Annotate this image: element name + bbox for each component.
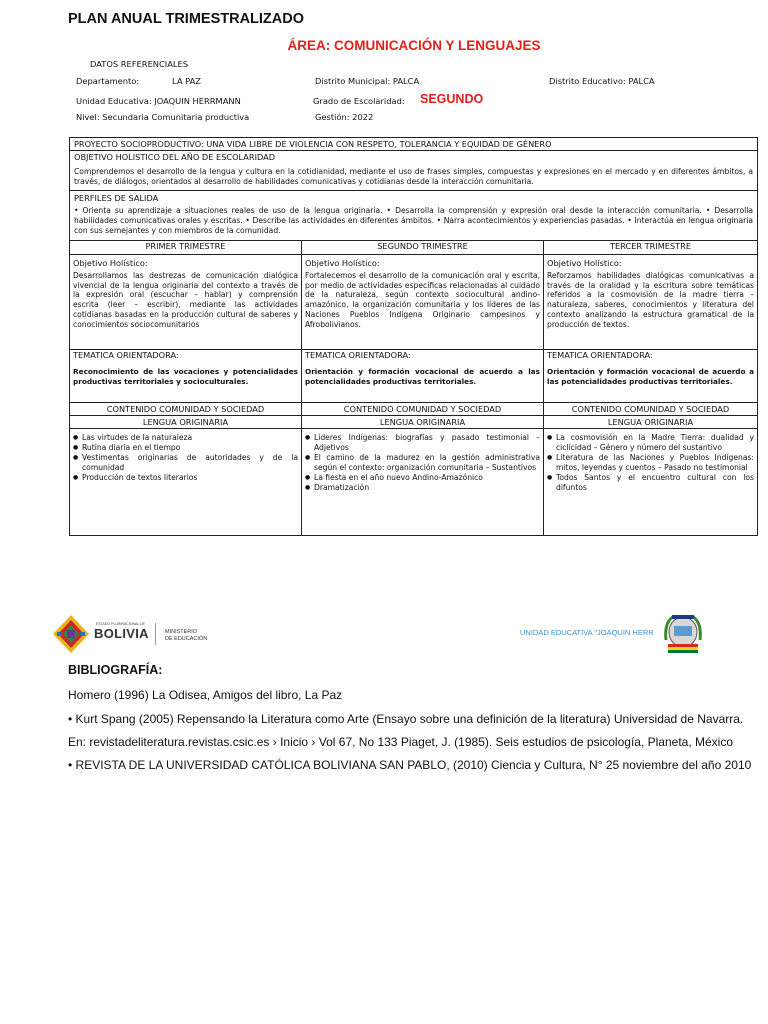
bolivia-emblem-icon [52, 614, 90, 654]
objetivo-label-2: Objetivo Holístico: [305, 258, 380, 268]
departamento-value: LA PAZ [172, 76, 201, 86]
logo-divider [155, 623, 156, 645]
objetivos-row [70, 255, 757, 350]
unidad-educativa-label: UNIDAD EDUCATIVA "JOAQUIN HERR [520, 628, 654, 637]
tematica-label-3: TEMATICA ORIENTADORA: [547, 350, 653, 360]
objetivo-label-3: Objetivo Holístico: [547, 258, 622, 268]
objetivo-text-1: Desarrollamos las destrezas de comunicación dialógica vivencial de la lengua originaria del contexto a través de la expresión oral (escuchar – hablar) y comprensión escrita (leer – escribir), mediante las actividades cotidianas basadas en la producción cultural de saberes y conocimientos sociocomunitarios [73, 270, 298, 329]
objetivo-label-1: Objetivo Holístico: [73, 258, 148, 268]
list-item: ● Rutina diaria en el tiempo [73, 443, 298, 453]
objetivo-cell-2 [301, 255, 543, 349]
gestion: Gestión: 2022 [315, 112, 374, 122]
contenido-list-1 [70, 433, 301, 483]
contenido-header-1: CONTENIDO COMUNIDAD Y SOCIEDAD [106, 404, 265, 414]
objetivo-text: Comprendemos el desarrollo de la lengua y cultura en la cotidianidad, mediante el uso de frases simples, compuestas y expresiones en el mercado y en diferentes ámbitos, a través, de diálogos, orientados al desarrollo de habilidades comunicativas y cotidianas desde la interacción comunitaria. [70, 167, 757, 191]
list-item: ● Dramatización [305, 483, 540, 493]
departamento-label: Departamento: [76, 76, 140, 86]
datos-label: DATOS REFERENCIALES [90, 59, 189, 69]
bibliografia-line-2: • Kurt Spang (2005) Repensando la Literatura como Arte (Ensayo sobre una definición de la literatura) Universidad de Navarra. [68, 712, 744, 726]
grado-label: Grado de Escolaridad: [313, 96, 405, 106]
bibliografia-line-4: • REVISTA DE LA UNIVERSIDAD CATÓLICA BOLIVIANA SAN PABLO, (2010) Ciencia y Cultura, N° 25 noviembre del año 2010 [68, 758, 752, 772]
list-item: ● Las virtudes de la naturaleza [73, 433, 298, 443]
bibliografia-line-1: Homero (1996) La Odisea, Amigos del libro, La Paz [68, 688, 343, 702]
list-item: ● Líderes Indígenas: biografías y pasado testimonial – Adjetivos [305, 433, 540, 453]
distrito-educativo: Distrito Educativo: PALCA [549, 76, 655, 86]
tematica-label-1: TEMATICA ORIENTADORA: [73, 350, 179, 360]
contenido-cell-3 [543, 429, 757, 535]
objetivo-text-2: Fortalecemos el desarrollo de la comunicación oral y escrita, por medio de actividades específicas relacionadas al cuidado de la naturaleza, según contexto sociocultural andino-amazónico, la organización comunitaria y los líderes de las Naciones Pueblos Indígena Originario campesinos y Afrobolivianos. [305, 270, 540, 329]
lengua-header-2: LENGUA ORIGINARIA [301, 416, 543, 428]
ministerio-line-2: DE EDUCACIÓN [165, 635, 208, 642]
tematica-label-2: TEMATICA ORIENTADORA: [305, 350, 411, 360]
grado-value: SEGUNDO [420, 92, 484, 106]
tematica-text-1: Reconocimiento de las vocaciones y potencialidades productivas territoriales y socioculturales. [73, 366, 298, 386]
list-item: ● La cosmovisión en la Madre Tierra: dualidad y ciclicidad – Género y número del sustantivo [547, 433, 754, 453]
perfiles-text: • Orienta su aprendizaje a situaciones reales de uso de la lengua originaria. • Desarrolla la comprensión y expresión oral desde la interacción comunitaria. • Desarrolla habilidades comunicativas orales y escritas. • Describe las actividades en diferentes ámbitos. • Narra acontecimientos y experiencias pasadas. • Interactúa en lengua originaria con sus semejantes y con miembros de la comunidad. [70, 206, 757, 241]
objetivo-cell-1 [70, 255, 301, 349]
contenido-list-3 [544, 433, 757, 493]
tematica-cell-3 [543, 350, 757, 402]
lengua-header-1: LENGUA ORIGINARIA [142, 417, 229, 427]
area-heading: ÁREA: COMUNICACIÓN Y LENGUAJES [287, 38, 541, 53]
contenido-header-3: CONTENIDO COMUNIDAD Y SOCIEDAD [543, 403, 757, 415]
contenido-list-2 [302, 433, 543, 493]
tematica-cell-1 [70, 350, 301, 402]
document-title: PLAN ANUAL TRIMESTRALIZADO [68, 11, 305, 27]
estado-label: ESTADO PLURINACIONAL DE [96, 622, 146, 626]
tematica-cell-2 [301, 350, 543, 402]
contenido-row [70, 429, 757, 535]
list-item: ● Literatura de las Naciones y Pueblos Indígenas: mitos, leyendas y cuentos – Pasado no testimonial [547, 453, 754, 473]
school-crest-icon [662, 612, 704, 658]
nivel: Nivel: Secundaria Comunitaria productiva [76, 112, 250, 122]
list-item: ● El camino de la madurez en la gestión administrativa según el contexto: organización comunitaria – Sustantivos [305, 453, 540, 473]
list-item: ● Todos Santos y el encuentro cultural con los difuntos [547, 473, 754, 493]
objetivo-text-3: Reforzamos habilidades dialógicas comunicativas a través de la oralidad y la escritura sobre temáticas referidos a la cosmovisión de la madre tierra – naturaleza, saberes, conocimientos y literatura del contexto analizando la estructura gramatical de la producción de textos. [547, 270, 754, 329]
list-item: ● Producción de textos literarios [73, 473, 298, 483]
bolivia-wordmark: BOLIVIA [94, 626, 149, 641]
objetivo-cell-3 [543, 255, 757, 349]
lengua-header-row [70, 416, 757, 429]
tematica-text-3: Orientación y formación vocacional de acuerdo a las potencialidades productivas territoriales. [547, 366, 754, 386]
bibliografia-line-3: En: revistadeliteratura.revistas.csic.es › Inicio › Vol 67, No 133 Piaget, J. (1985). Seis estudios de psicología, Planeta, México [68, 735, 733, 749]
trimestre-header-row [70, 241, 757, 255]
trimestre-1-header: PRIMER TRIMESTRE [145, 241, 226, 251]
contenido-cell-1 [70, 429, 301, 535]
contenido-cell-2 [301, 429, 543, 535]
ministerio-label [165, 629, 207, 642]
proyecto-row: PROYECTO SOCIOPRODUCTIVO: UNA VIDA LIBRE DE VIOLENCIA CON RESPETO, TOLERANCIA Y EQUIDAD DE GÉNERO [70, 138, 757, 151]
tematica-text-2: Orientación y formación vocacional de acuerdo a las potencialidades productivas territoriales. [305, 366, 540, 386]
plan-table [69, 137, 758, 536]
bibliografia-title: BIBLIOGRAFÍA: [68, 663, 163, 677]
trimestre-3-header: TERCER TRIMESTRE [543, 241, 757, 254]
list-item: ● Vestimentas originarias de autoridades y de la comunidad [73, 453, 298, 473]
list-item: ● La fiesta en el año nuevo Andino-Amazónico [305, 473, 540, 483]
distrito-municipal: Distrito Municipal: PALCA [315, 76, 420, 86]
trimestre-2-header: SEGUNDO TRIMESTRE [301, 241, 543, 254]
objetivo-title-text: OBJETIVO HOLISTICO DEL AÑO DE ESCOLARIDAD [74, 152, 276, 162]
contenido-header-row [70, 403, 757, 416]
perfiles-title: PERFILES DE SALIDA [74, 193, 159, 203]
ministerio-line-1: MINISTERIO [165, 629, 198, 635]
lengua-header-3: LENGUA ORIGINARIA [543, 416, 757, 428]
tematica-row [70, 350, 757, 403]
contenido-header-2: CONTENIDO COMUNIDAD Y SOCIEDAD [301, 403, 543, 415]
unidad-educativa: Unidad Educativa: JOAQUIN HERRMANN [76, 96, 241, 106]
